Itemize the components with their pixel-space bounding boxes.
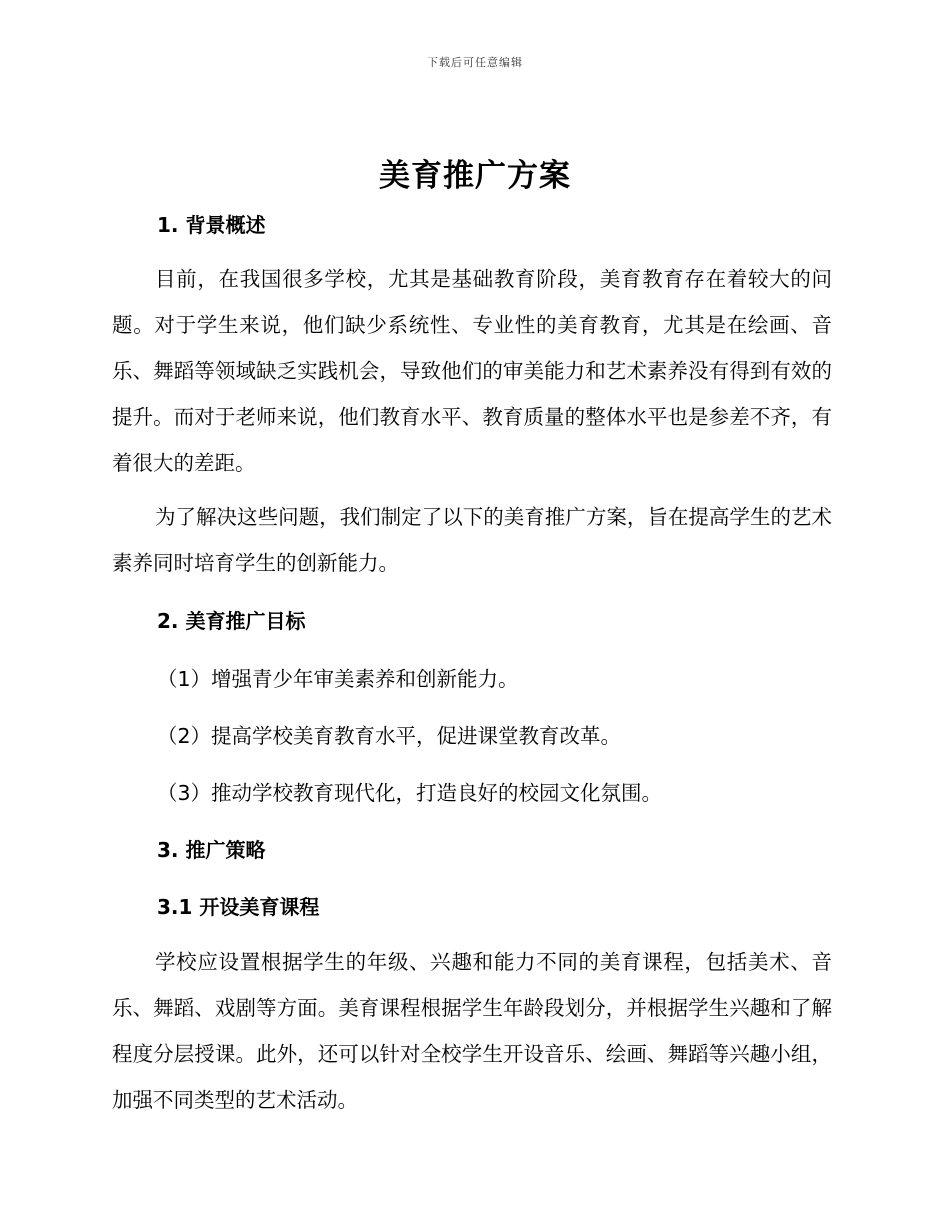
paragraph-courses: 学校应设置根据学生的年级、兴趣和能力不同的美育课程，包括美术、音乐、舞蹈、戏剧等方面。美育课程根据学生年龄段划分，并根据学生兴趣和了解程度分层授课。此外，还可以针对全校学生开设音乐、绘画、舞蹈等兴趣小组，加强不同类型的艺术活动。 [112,950,832,1112]
goal-item-3: （3）推动学校教育现代化，打造良好的校园文化氛围。 [157,781,663,805]
goal-item-1: （1）增强青少年审美素养和创新能力。 [157,667,519,691]
paragraph-background-problems: 目前，在我国很多学校，尤其是基础教育阶段，美育教育存在着较大的问题。对于学生来说，他们缺少系统性、专业性的美育教育，尤其是在绘画、音乐、舞蹈等领域缺乏实践机会，导致他们的审美能力和艺术素养没有得到有效的提升。而对于老师来说，他们教育水平、教育质量的整体水平也是参差不齐，有着很大的差距。 [112,267,832,475]
section-heading-background: 1. 背景概述 [157,213,266,237]
goal-item-2: （2）提高学校美育教育水平，促进课堂教育改革。 [157,724,622,748]
paragraph-plan-purpose: 为了解决这些问题，我们制定了以下的美育推广方案，旨在提高学生的艺术素养同时培育学生的创新能力。 [112,505,832,575]
section-heading-goals: 2. 美育推广目标 [157,609,306,633]
document-title: 美育推广方案 [379,158,571,194]
header-note: 下载后可任意编辑 [427,56,523,69]
subsection-heading-courses: 3.1 开设美育课程 [157,895,320,919]
section-heading-strategy: 3. 推广策略 [157,838,266,862]
